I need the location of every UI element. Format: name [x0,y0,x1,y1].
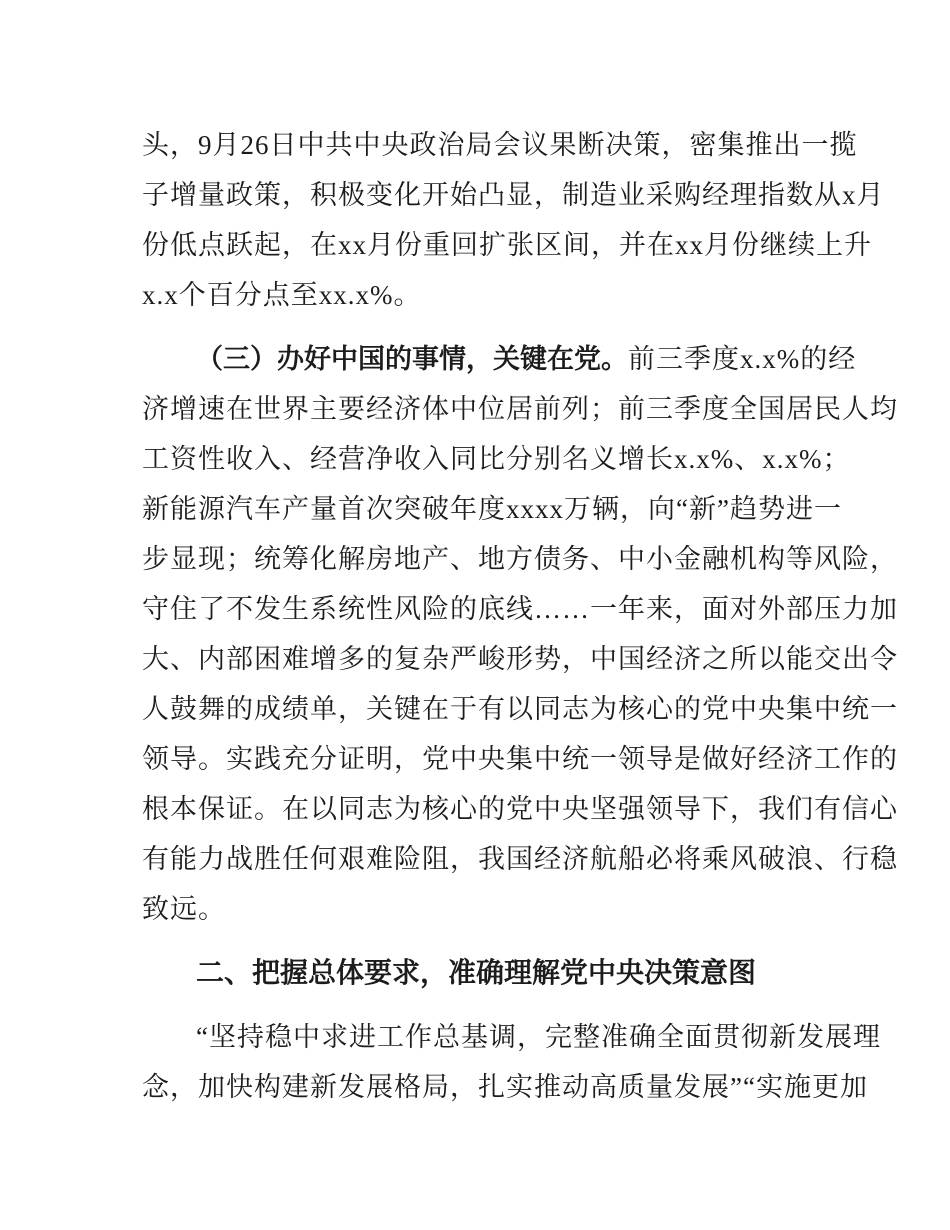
text-line: 济增速在世界主要经济体中位居前列；前三季度全国居民人均 [142,394,898,424]
section-heading-two: 二、把握总体要求，准确理解党中央决策意图 [196,957,757,988]
text-line: 人鼓舞的成绩单，关键在于有以同志为核心的党中央集中统一 [142,694,898,724]
text-line: 领导。实践充分证明，党中央集中统一领导是做好经济工作的 [142,744,898,774]
paragraph-continuation [142,120,885,320]
text-line: 子增量政策，积极变化开始凸显，制造业采购经理指数从x月 [142,180,885,210]
text-line: 新能源汽车产量首次突破年度xxxx万辆，向“新”趋势进一 [142,494,842,524]
text-line: 守住了不发生系统性风险的底线……一年来，面对外部压力加 [142,594,898,624]
text-line [142,334,857,384]
paragraph-subsection-three [142,334,898,934]
text-line: x.x个百分点至xx.x%。 [142,280,422,310]
text-line: 根本保证。在以同志为核心的党中央坚强领导下，我们有信心 [142,794,898,824]
text-line: 念，加快构建新发展格局，扎实推动高质量发展”“实施更加 [142,1072,868,1102]
text-line: 有能力战胜任何艰难险阻，我国经济航船必将乘风破浪、行稳 [142,844,898,874]
text-line: “坚持稳中求进工作总基调，完整准确全面贯彻新发展理 [196,1022,881,1052]
paragraph-quote [142,1012,881,1112]
text-segment: 前三季度x.x%的经 [628,344,857,374]
text-line: 份低点跃起，在xx月份重回扩张区间，并在xx月份继续上升 [142,230,872,260]
text-line: 致远。 [142,894,226,924]
text-line: 工资性收入、经营净收入同比分别名义增长x.x%、x.x%； [142,444,851,474]
subsection-heading-lead: （三）办好中国的事情，关键在党。 [196,344,628,374]
text-line: 头，9月26日中共中央政治局会议果断决策，密集推出一揽 [142,130,858,160]
text-line: 大、内部困难增多的复杂严峻形势，中国经济之所以能交出令 [142,644,898,674]
text-line: 步显现；统筹化解房地产、地方债务、中小金融机构等风险， [142,544,898,574]
